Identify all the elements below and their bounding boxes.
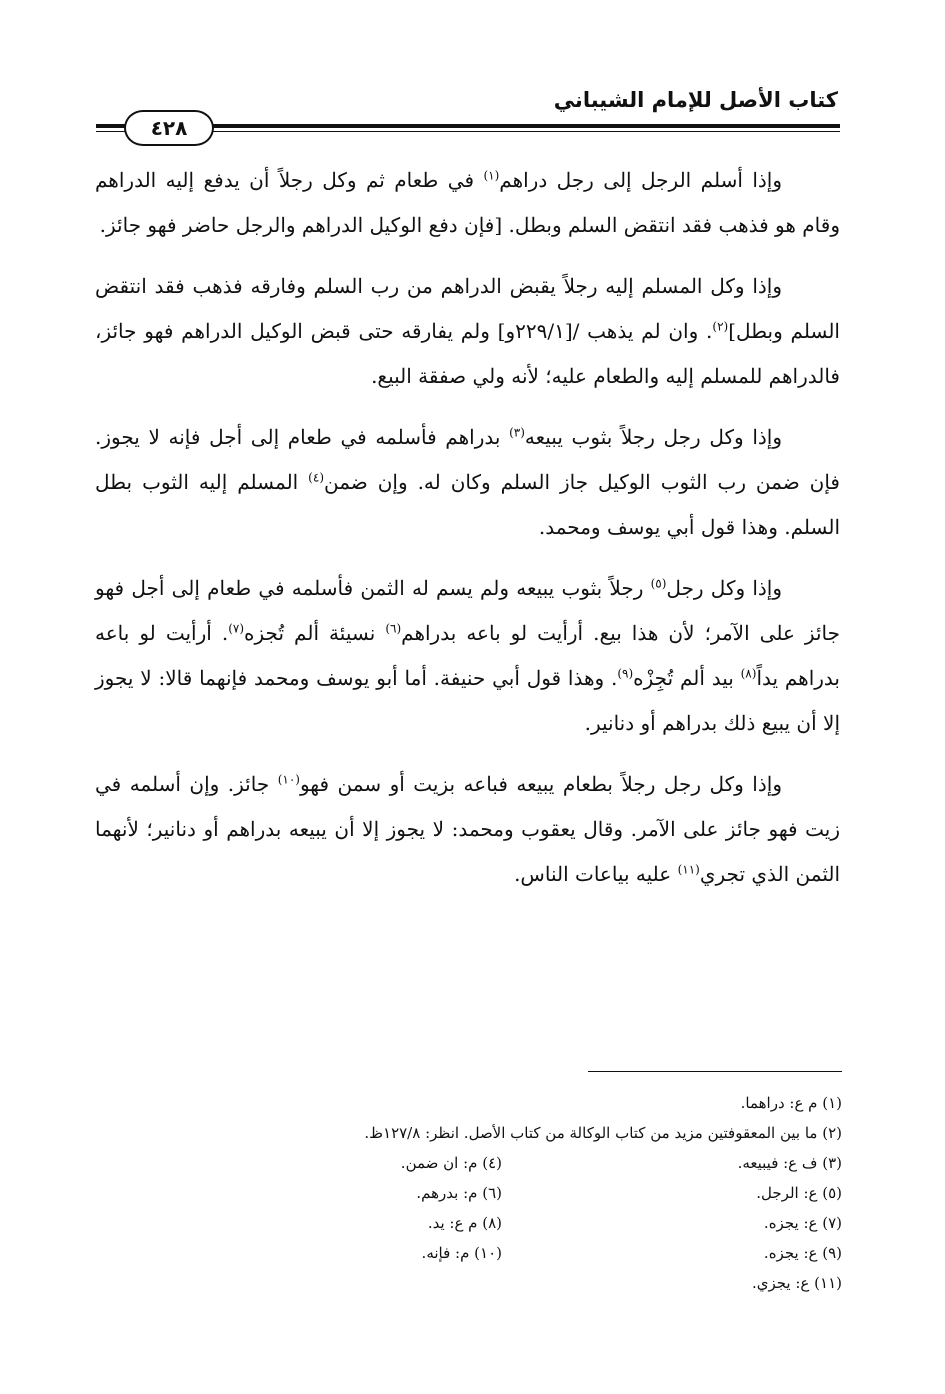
paragraph-4 — [95, 566, 840, 746]
footnote-row-3-4 — [160, 1148, 842, 1178]
paragraph-4-text-c: نسيئة ألم تُجزه — [244, 621, 386, 645]
running-title: كتاب الأصل للإمام الشيباني — [553, 88, 838, 112]
page-number: ٤٢٨ — [124, 110, 214, 146]
paragraph-4-text-a: وإذا وكل رجل — [666, 576, 783, 600]
paragraph-5-text-a: وإذا وكل رجل رجلاً بطعام يبيعه فباعه بزيت أو سمن فهو — [299, 772, 782, 796]
paragraph-5-text-c: عليه بياعات الناس. — [514, 862, 678, 886]
paragraph-1-text-b: في طعام ثم وكل رجلاً أن يدفع إليه الدراهم وقام هو فذهب فقد انتقض السلم وبطل. [فإن دفع الوكيل الدراهم والرجل حاضر فهو جائز. — [95, 168, 840, 237]
footnote-ref-1: (١) — [483, 168, 500, 183]
footnote-5: (٥) ع: الرجل. — [756, 1184, 842, 1202]
footnote-4: (٤) م: ان ضمن. — [400, 1154, 502, 1172]
paragraph-3-text-c: المسلم إليه الثوب بطل السلم. وهذا قول أبي يوسف ومحمد. — [95, 470, 840, 539]
footnote-2: (٢) ما بين المعقوفتين مزيد من كتاب الوكالة من كتاب الأصل. انظر: ١٢٧/٨ظ. — [364, 1124, 842, 1142]
paragraph-5-text-b: جائز. وإن أسلمه في زيت فهو جائز على الآمر. وقال يعقوب ومحمد: لا يجوز إلا أن يبيعه بدراهم أو دنانير؛ لأنهما الثمن الذي تجري — [95, 772, 840, 886]
paragraph-2-text-a: وإذا وكل المسلم إليه رجلاً يقبض الدراهم من رب السلم وفارقه فذهب فقد انتقض السلم وبطل] — [95, 274, 840, 343]
footnote-ref-10: (١٠) — [277, 772, 300, 787]
footnote-6: (٦) م: بدرهم. — [416, 1184, 502, 1202]
footnote-9: (٩) ع: يجزه. — [763, 1244, 842, 1262]
footnote-ref-8: (٨) — [740, 666, 757, 681]
footnote-ref-2: (٢) — [712, 319, 729, 334]
footnote-ref-4: (٤) — [308, 470, 324, 485]
footnote-8: (٨) م ع: يد. — [427, 1214, 502, 1232]
footnotes — [160, 1088, 842, 1298]
footnote-row-9-10 — [160, 1238, 842, 1268]
footnote-row-7-8 — [160, 1208, 842, 1238]
paragraph-3 — [95, 415, 840, 550]
paragraph-4-text-f: . وهذا قول أبي حنيفة. أما أبو يوسف ومحمد فإنهما قالا: لا يجوز إلا أن يبيع ذلك بدراهم أو دنانير. — [95, 666, 840, 735]
paragraph-3-text-b: بدراهم فأسلمه في طعام إلى أجل فإنه لا يجوز. فإن ضمن رب الثوب الوكيل جاز السلم وكان له. وإن ضمن — [95, 425, 840, 494]
paragraph-1-text-a: وإذا أسلم الرجل إلى رجل دراهم — [499, 168, 782, 192]
paragraph-4-text-e: بيد ألم تُجِزْه — [633, 666, 741, 690]
paragraph-1 — [95, 158, 840, 248]
paragraph-2 — [95, 264, 840, 399]
footnote-ref-11: (١١) — [677, 862, 700, 877]
footnote-ref-7: (٧) — [228, 621, 245, 636]
footnote-ref-9: (٩) — [617, 666, 634, 681]
paragraph-2-text-b: . وان لم يذهب /[٢٢٩/١و] ولم يفارقه حتى قبض الوكيل الدراهم فهو جائز، فالدراهم للمسلم إليه والطعام عليه؛ لأنه ولي صفقة البيع. — [95, 319, 840, 388]
paragraph-4-text-b: رجلاً بثوب يبيعه ولم يسم له الثمن فأسلمه في طعام إلى أجل فهو جائز على الآمر؛ لأن هذا بيع. أرأيت لو باعه بدراهم — [95, 576, 840, 645]
footnote-ref-3: (٣) — [509, 425, 525, 440]
main-text — [95, 158, 840, 913]
footnote-10: (١٠) م: فإنه. — [421, 1244, 502, 1262]
paragraph-4-text-d: . أرأيت لو باعه بدراهم يداً — [95, 621, 840, 690]
footnote-row-5-6 — [160, 1178, 842, 1208]
footnote-3: (٣) ف ع: فيبيعه. — [737, 1154, 842, 1172]
paragraph-5 — [95, 762, 840, 897]
footnote-11: (١١) ع: يجزي. — [751, 1274, 842, 1292]
paragraph-3-text-a: وإذا وكل رجل رجلاً بثوب يبيعه — [524, 425, 782, 449]
footnote-7: (٧) ع: يجزه. — [763, 1214, 842, 1232]
footnote-ref-6: (٦) — [385, 621, 402, 636]
footnote-ref-5: (٥) — [650, 576, 667, 591]
footnote-separator — [588, 1071, 842, 1072]
footnote-1: (١) م ع: دراهما. — [740, 1094, 842, 1112]
